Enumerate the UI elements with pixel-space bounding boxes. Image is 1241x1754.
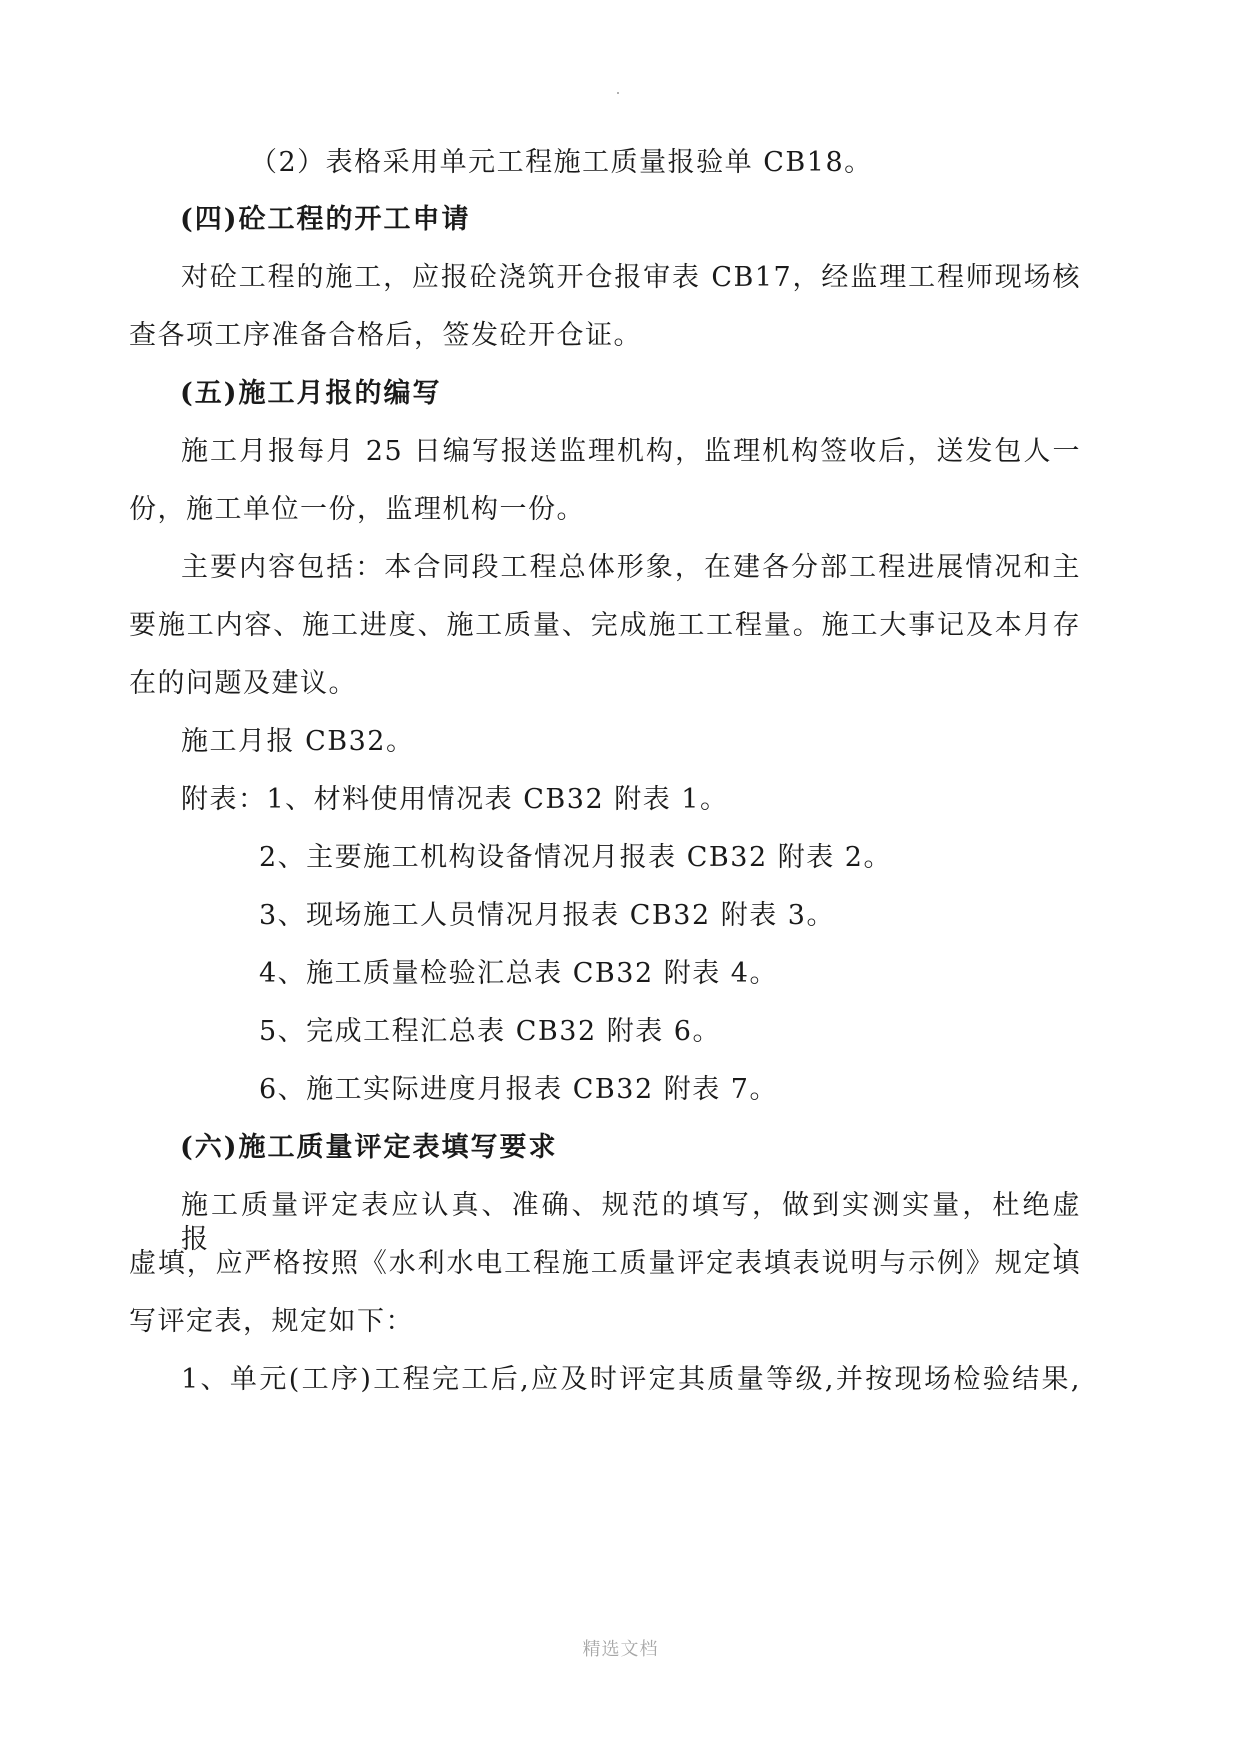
paragraph-line: 份，施工单位一份，监理机构一份。 [129,494,585,525]
section-heading-5: (五)施工月报的编写 [180,378,442,409]
paragraph-line: 虚填，应严格按照《水利水电工程施工质量评定表填表说明与示例》规定填 [129,1248,1081,1279]
section-heading-4: (四)砼工程的开工申请 [180,204,471,235]
paragraph-line-form-cb18: （2）表格采用单元工程施工质量报验单 CB18。 [250,147,873,178]
page-footer-label: 精选文档 [582,1639,659,1660]
attachment-item-2: 2、主要施工机构设备情况月报表 CB32 附表 2。 [259,842,892,873]
paragraph-line: 施工月报每月 25 日编写报送监理机构，监理机构签收后，送发包人一 [181,436,1081,467]
paragraph-line: 写评定表，规定如下： [129,1306,414,1337]
paragraph-line: 主要内容包括：本合同段工程总体形象，在建各分部工程进展情况和主 [181,552,1081,583]
paragraph-line: 对砼工程的施工，应报砼浇筑开仓报审表 CB17，经监理工程师现场核 [181,262,1081,293]
paragraph-line: 在的问题及建议。 [129,668,357,699]
attachment-item-1: 附表：1、材料使用情况表 CB32 附表 1。 [181,784,729,815]
attachment-item-6: 6、施工实际进度月报表 CB32 附表 7。 [259,1074,778,1105]
paragraph-line: 要施工内容、施工进度、施工质量、完成施工工程量。施工大事记及本月存 [129,610,1081,641]
paragraph-line: 施工月报 CB32。 [181,726,415,757]
paragraph-line: 查各项工序准备合格后，签发砼开仓证。 [129,320,642,351]
attachment-item-3: 3、现场施工人员情况月报表 CB32 附表 3。 [259,900,835,931]
paragraph-line: 施工质量评定表应认真、准确、规范的填写，做到实测实量，杜绝虚报、 [181,1190,1081,1255]
attachment-item-5: 5、完成工程汇总表 CB32 附表 6。 [259,1016,721,1047]
section-heading-6: (六)施工质量评定表填写要求 [180,1132,558,1163]
paragraph-line: 1、单元(工序)工程完工后,应及时评定其质量等级,并按现场检验结果, [181,1364,1081,1395]
attachment-item-4: 4、施工质量检验汇总表 CB32 附表 4。 [259,958,778,989]
page-marker-dot [617,92,619,94]
